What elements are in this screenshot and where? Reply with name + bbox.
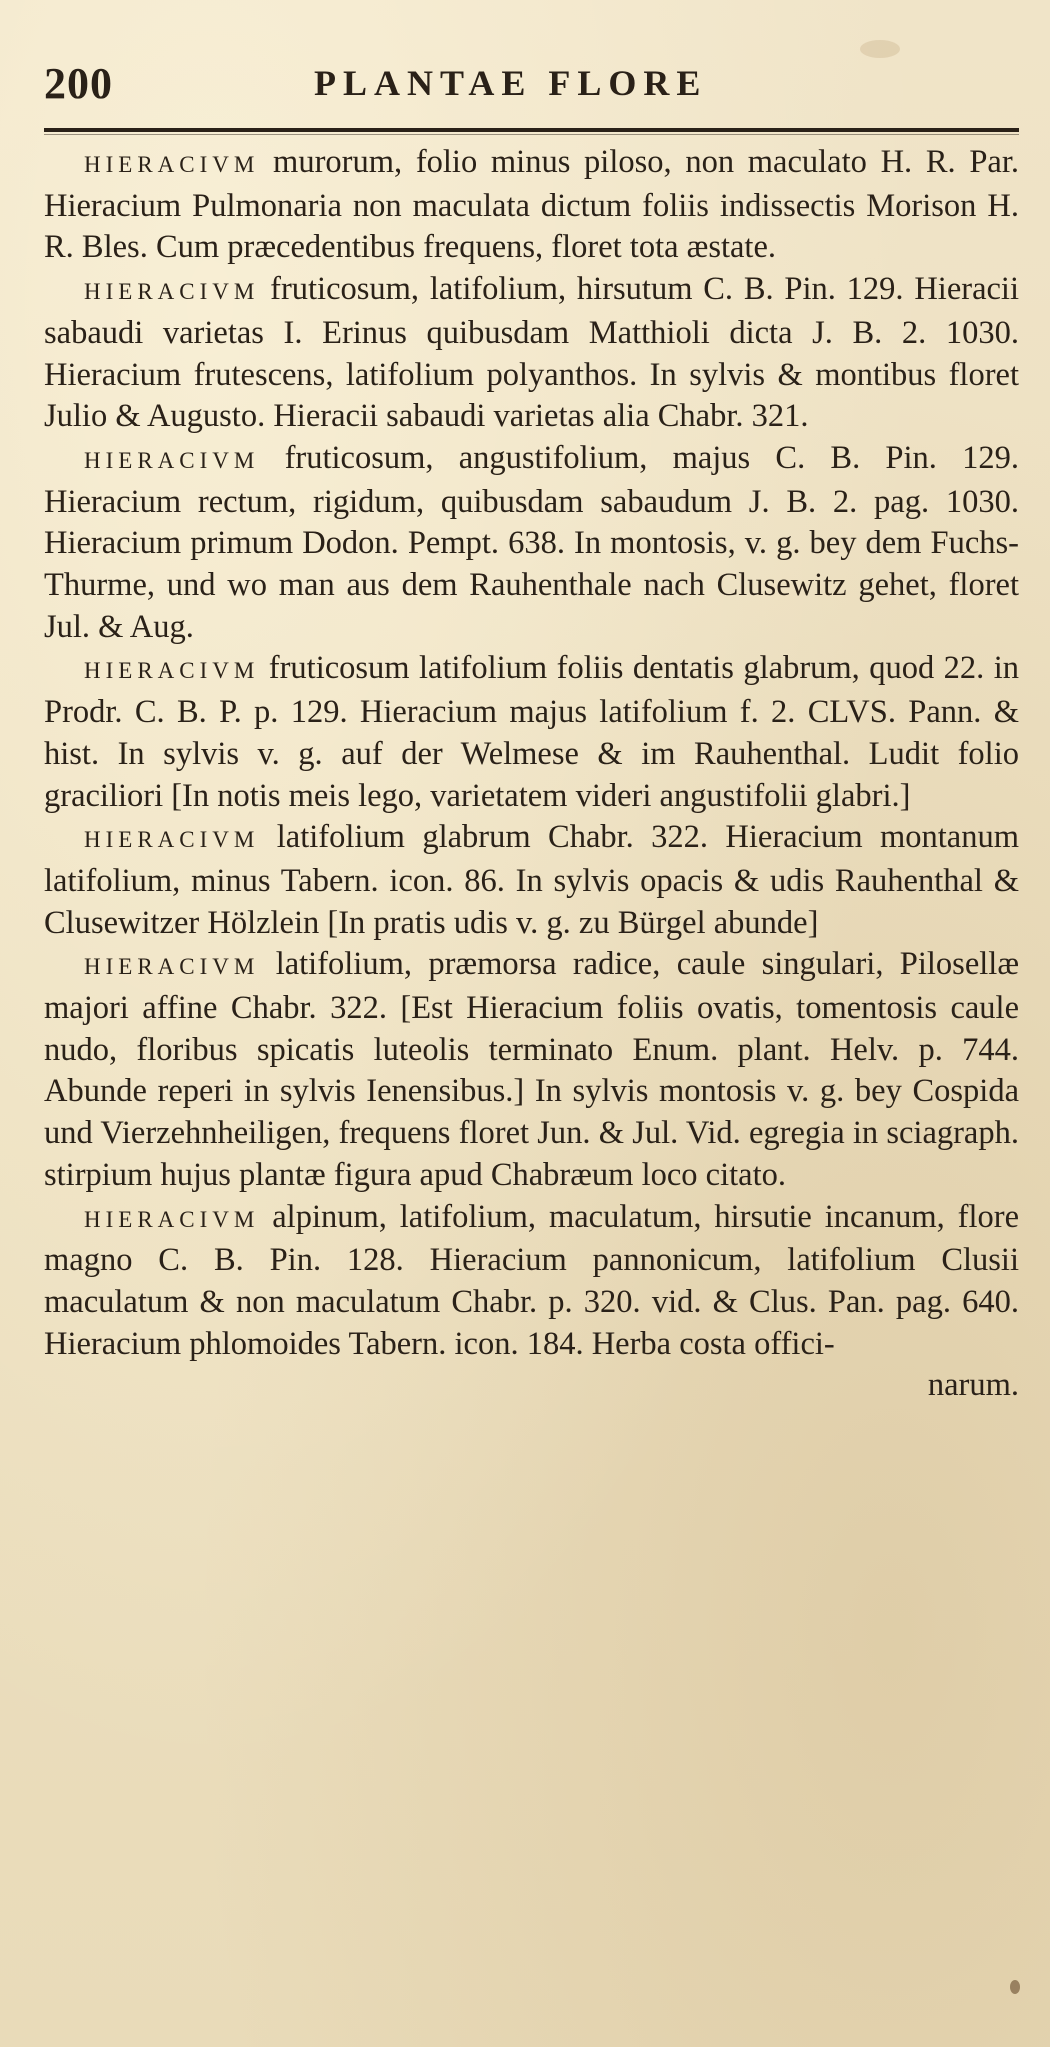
entry — [44, 817, 1019, 944]
entry-text: latifolium, præmorsa radice, caule singulari, Pilosellæ majori affine Chabr. 322. [Est Hieracium foliis ovatis, tomentosis caule nudo, floribus spicatis luteolis terminato Enum. plant. Helv. p. 744. Abunde reperi in sylvis Ienensibus.] In sylvis montosis v. g. bey Cospida und Vierzehnheiligen, frequens floret Jun. & Jul. Vid. egregia in sciagraph. stirpium hujus plantæ figura apud Chabræum loco citato. — [44, 946, 1019, 1193]
entry-genus: HIERACIVM — [84, 152, 260, 177]
page-number: 200 — [44, 59, 113, 108]
entry-text: alpinum, latifolium, maculatum, hirsutie incanum, flore magno C. B. Pin. 128. Hieracium pannonicum, latifolium Clusii maculatum & non maculatum Chabr. p. 320. vid. & Clus. Pan. pag. 640. Hieracium phlomoides Tabern. icon. 184. Herba costa offici- — [44, 1198, 1019, 1362]
entry — [44, 944, 1019, 1196]
entry — [44, 269, 1019, 438]
entry-text: latifolium glabrum Chabr. 322. Hieracium montanum latifolium, minus Tabern. icon. 86. In sylvis opacis & udis Rauhenthal & Clusewitzer Hölzlein [In pratis udis v. g. zu Bürgel abunde] — [44, 819, 1020, 941]
entry — [44, 648, 1019, 817]
entry — [44, 438, 1019, 649]
entry-genus: HIERACIVM — [84, 658, 260, 684]
entry — [44, 1197, 1019, 1366]
entry-genus: HIERACIVM — [84, 954, 260, 980]
entry-genus: HIERACIVM — [84, 1206, 260, 1232]
paper-stain — [1010, 1980, 1020, 1994]
entry-genus: HIERACIVM — [84, 447, 260, 473]
header-rule-thin — [44, 134, 1019, 135]
entry-genus: HIERACIVM — [84, 279, 260, 305]
entry-text: murorum, folio minus piloso, non maculato H. R. Par. Hieracium Pulmonaria non maculata dictum foliis indissectis Morison H. R. Bles. Cum præcedentibus frequens, floret tota æstate. — [44, 144, 1020, 266]
entry — [44, 142, 1019, 269]
entry-text: fruticosum latifolium foliis dentatis glabrum, quod 22. in Prodr. C. B. P. p. 129. Hieracium majus latifolium f. 2. CLVS. Pann. & hist. In sylvis v. g. auf der Welmese & im Rauhenthal. Ludit folio graciliori [In notis meis lego, varietatem videri angustifolii glabri.] — [44, 650, 1020, 814]
running-head: PLANTAE FLORE — [314, 63, 708, 103]
entry-text: fruticosum, angustifolium, majus C. B. Pin. 129. Hieracium rectum, rigidum, quibusdam sabaudum J. B. 2. pag. 1030. Hieracium primum Dodon. Pempt. 638. In montosis, v. g. bey dem Fuchs-Thurme, und wo man aus dem Rauhenthale nach Clusewitz gehet, floret Jul. & Aug. — [44, 439, 1019, 645]
entry-genus: HIERACIVM — [84, 827, 260, 853]
entry-text: fruticosum, latifolium, hirsutum C. B. Pin. 129. Hieracii sabaudi varietas I. Erinus quibusdam Matthioli dicta J. B. 2. 1030. Hieracium frutescens, latifolium polyanthos. In sylvis & montibus floret Julio & Augusto. Hieracii sabaudi varietas alia Chabr. 321. — [44, 271, 1019, 435]
header-rule — [44, 128, 1019, 132]
catchword: narum. — [927, 1367, 1019, 1404]
body-text — [44, 142, 1019, 1407]
page-header — [44, 58, 1024, 118]
paper-stain — [860, 40, 900, 58]
